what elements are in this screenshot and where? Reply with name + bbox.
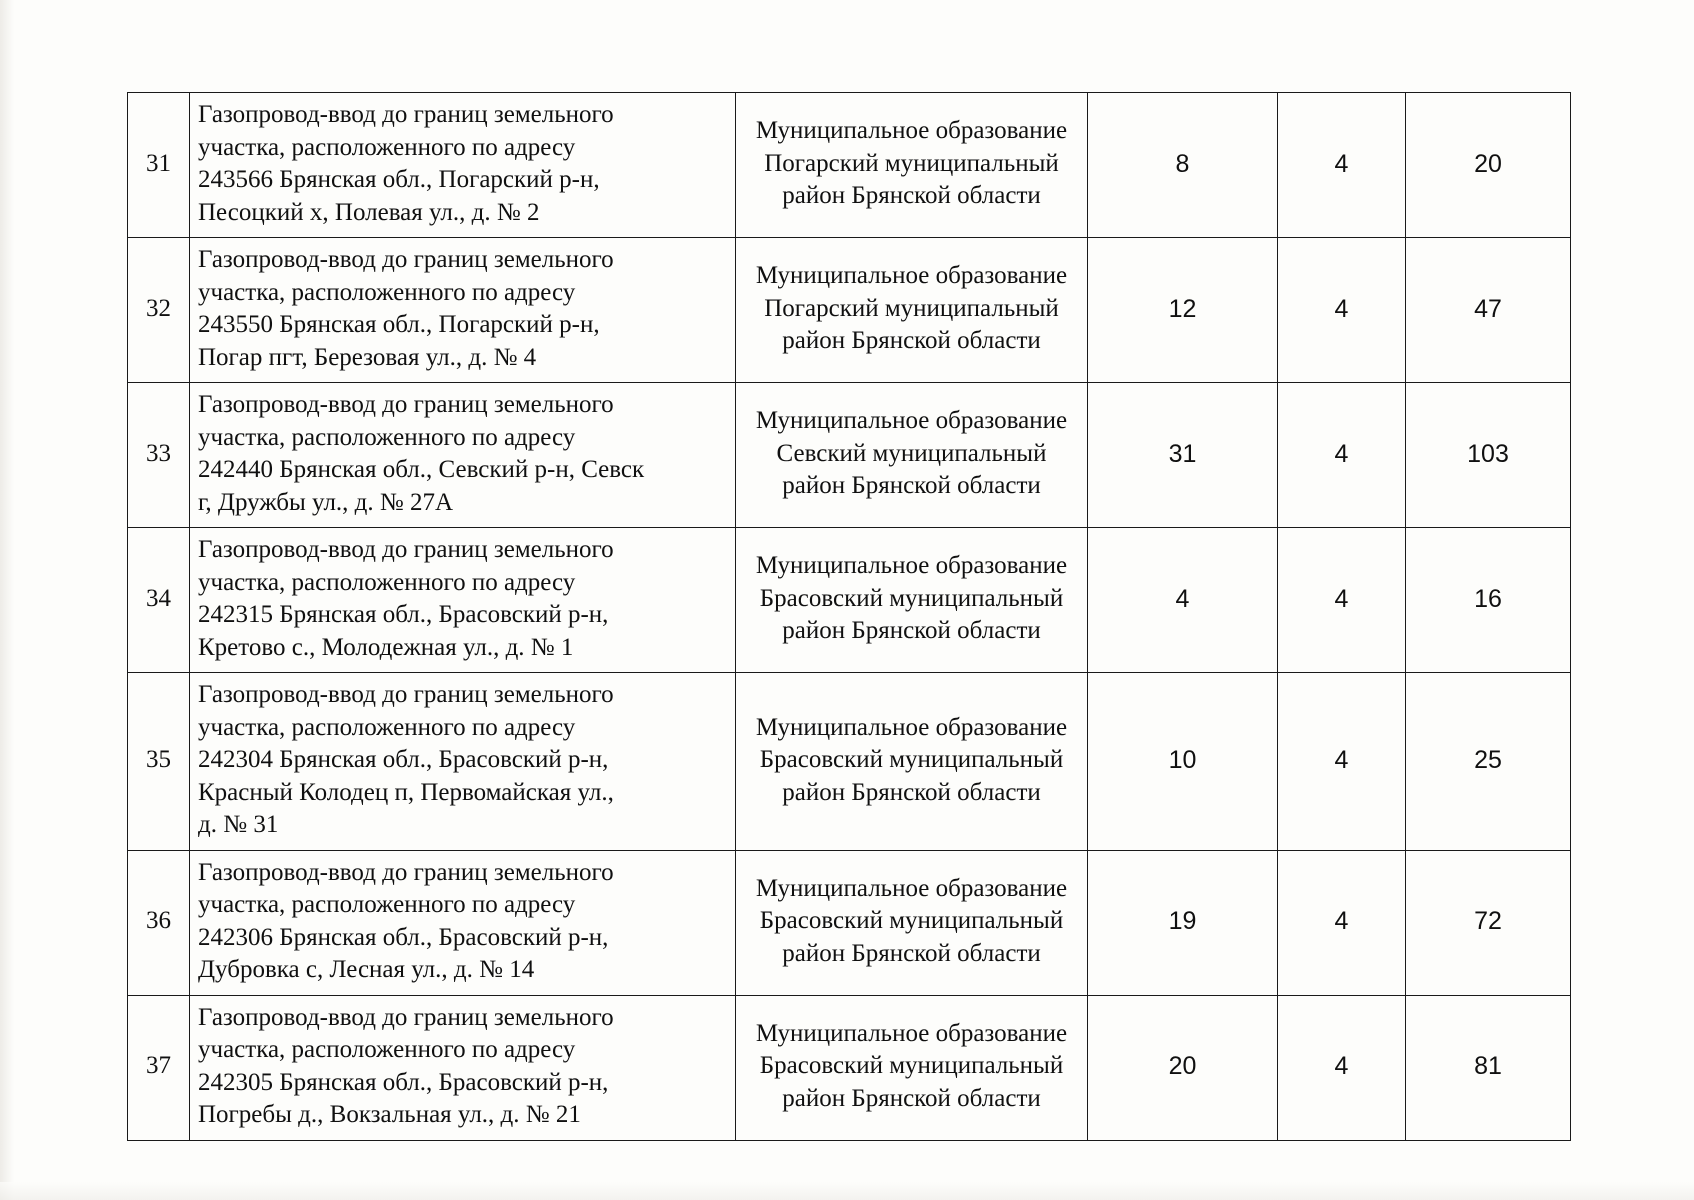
value-b: 4 xyxy=(1278,383,1406,528)
owner-name-line: Погарский муниципальный xyxy=(764,294,1059,322)
value-b: 4 xyxy=(1278,850,1406,995)
object-description xyxy=(190,673,736,851)
value-c: 81 xyxy=(1406,995,1571,1140)
object-description-line: Кретово с., Молодежная ул., д. № 1 xyxy=(198,633,574,661)
object-description-line: 242306 Брянская обл., Брасовский р-н, xyxy=(198,923,609,951)
object-description-line: Газопровод-ввод до границ земельного xyxy=(198,101,614,128)
value-a: 10 xyxy=(1088,673,1278,851)
object-description-line: Погребы д., Вокзальная ул., д. № 21 xyxy=(198,1101,581,1128)
page-edge-shadow-bottom xyxy=(0,1182,1694,1200)
owner-name-line: район Брянской области xyxy=(782,939,1041,967)
owner-name-line: Брасовский муниципальный xyxy=(759,1052,1064,1080)
owner-name-line: район Брянской области xyxy=(782,617,1041,645)
owner-name-line: Брасовский муниципальный xyxy=(759,907,1064,935)
owner-name-line: район Брянской области xyxy=(782,182,1041,210)
value-b: 4 xyxy=(1278,995,1406,1140)
value-a: 8 xyxy=(1088,93,1278,238)
object-description xyxy=(190,528,736,673)
table-row xyxy=(128,238,1571,383)
registry-table-container xyxy=(127,92,1570,1141)
owner-name-line: Муниципальное образование xyxy=(755,262,1068,290)
value-c: 20 xyxy=(1406,93,1571,238)
owner-name xyxy=(736,673,1088,851)
object-description xyxy=(190,93,736,238)
object-description-line: участка, расположенного по адресу xyxy=(198,278,576,306)
owner-name-line: Брасовский муниципальный xyxy=(759,746,1064,773)
owner-name-line: район Брянской области xyxy=(782,778,1041,806)
object-description-line: 242315 Брянская обл., Брасовский р-н, xyxy=(198,601,609,628)
owner-name-line: Муниципальное образование xyxy=(755,713,1068,741)
object-description-line: Газопровод-ввод до границ земельного xyxy=(198,391,614,418)
table-row xyxy=(128,673,1571,851)
table-row xyxy=(128,995,1571,1140)
value-a: 19 xyxy=(1088,850,1278,995)
owner-name xyxy=(736,383,1088,528)
owner-name-line: Погарский муниципальный xyxy=(764,149,1059,177)
object-description-line: Газопровод-ввод до границ земельного xyxy=(198,681,614,708)
object-description-line: участка, расположенного по адресу xyxy=(198,891,576,918)
object-description xyxy=(190,238,736,383)
owner-name-line: район Брянской области xyxy=(782,1084,1041,1112)
object-description-line: Песоцкий х, Полевая ул., д. № 2 xyxy=(198,198,540,226)
object-description-line: участка, расположенного по адресу xyxy=(198,423,576,451)
object-description-line: 242304 Брянская обл., Брасовский р-н, xyxy=(198,746,609,773)
table-row xyxy=(128,528,1571,673)
owner-name-line: Муниципальное образование xyxy=(755,552,1068,580)
object-description-line: Дубровка с, Лесная ул., д. № 14 xyxy=(198,956,535,983)
value-a: 20 xyxy=(1088,995,1278,1140)
value-c: 47 xyxy=(1406,238,1571,383)
row-number: 32 xyxy=(128,238,190,383)
owner-name xyxy=(736,995,1088,1140)
table-row xyxy=(128,850,1571,995)
row-number: 36 xyxy=(128,850,190,995)
owner-name-line: Брасовский муниципальный xyxy=(759,584,1064,612)
owner-name-line: Муниципальное образование xyxy=(755,117,1068,145)
object-description-line: д. № 31 xyxy=(198,811,279,838)
row-number: 33 xyxy=(128,383,190,528)
table-row xyxy=(128,93,1571,238)
object-description-line: Красный Колодец п, Первомайская ул., xyxy=(198,778,614,806)
registry-table xyxy=(127,92,1571,1141)
value-c: 16 xyxy=(1406,528,1571,673)
object-description xyxy=(190,850,736,995)
object-description-line: участка, расположенного по адресу xyxy=(198,1036,576,1063)
value-a: 31 xyxy=(1088,383,1278,528)
object-description-line: г, Дружбы ул., д. № 27А xyxy=(198,488,454,516)
value-c: 25 xyxy=(1406,673,1571,851)
object-description xyxy=(190,995,736,1140)
value-b: 4 xyxy=(1278,93,1406,238)
value-b: 4 xyxy=(1278,238,1406,383)
owner-name xyxy=(736,93,1088,238)
object-description-line: 243550 Брянская обл., Погарский р-н, xyxy=(198,311,600,338)
object-description-line: 242440 Брянская обл., Севский р-н, Севск xyxy=(198,456,645,483)
value-c: 103 xyxy=(1406,383,1571,528)
value-a: 12 xyxy=(1088,238,1278,383)
object-description-line: участка, расположенного по адресу xyxy=(198,133,576,161)
object-description-line: Газопровод-ввод до границ земельного xyxy=(198,246,614,273)
table-row xyxy=(128,383,1571,528)
value-a: 4 xyxy=(1088,528,1278,673)
object-description xyxy=(190,383,736,528)
page-edge-shadow-left xyxy=(0,0,14,1200)
object-description-line: 243566 Брянская обл., Погарский р-н, xyxy=(198,166,600,193)
row-number: 31 xyxy=(128,93,190,238)
object-description-line: Погар пгт, Березовая ул., д. № 4 xyxy=(198,343,537,371)
object-description-line: 242305 Брянская обл., Брасовский р-н, xyxy=(198,1068,609,1096)
value-c: 72 xyxy=(1406,850,1571,995)
object-description-line: участка, расположенного по адресу xyxy=(198,568,576,596)
object-description-line: Газопровод-ввод до границ земельного xyxy=(198,1003,614,1031)
row-number: 34 xyxy=(128,528,190,673)
owner-name-line: район Брянской области xyxy=(782,327,1041,355)
value-b: 4 xyxy=(1278,528,1406,673)
row-number: 35 xyxy=(128,673,190,851)
owner-name xyxy=(736,238,1088,383)
row-number: 37 xyxy=(128,995,190,1140)
owner-name-line: Муниципальное образование xyxy=(755,407,1068,435)
value-b: 4 xyxy=(1278,673,1406,851)
owner-name xyxy=(736,850,1088,995)
object-description-line: Газопровод-ввод до границ земельного xyxy=(198,858,614,886)
owner-name-line: Севский муниципальный xyxy=(776,439,1047,467)
owner-name-line: Муниципальное образование xyxy=(755,1019,1068,1047)
owner-name-line: Муниципальное образование xyxy=(755,874,1068,902)
registry-table-body xyxy=(128,93,1571,1141)
owner-name-line: район Брянской области xyxy=(782,472,1041,500)
object-description-line: участка, расположенного по адресу xyxy=(198,713,576,741)
owner-name xyxy=(736,528,1088,673)
object-description-line: Газопровод-ввод до границ земельного xyxy=(198,536,614,563)
